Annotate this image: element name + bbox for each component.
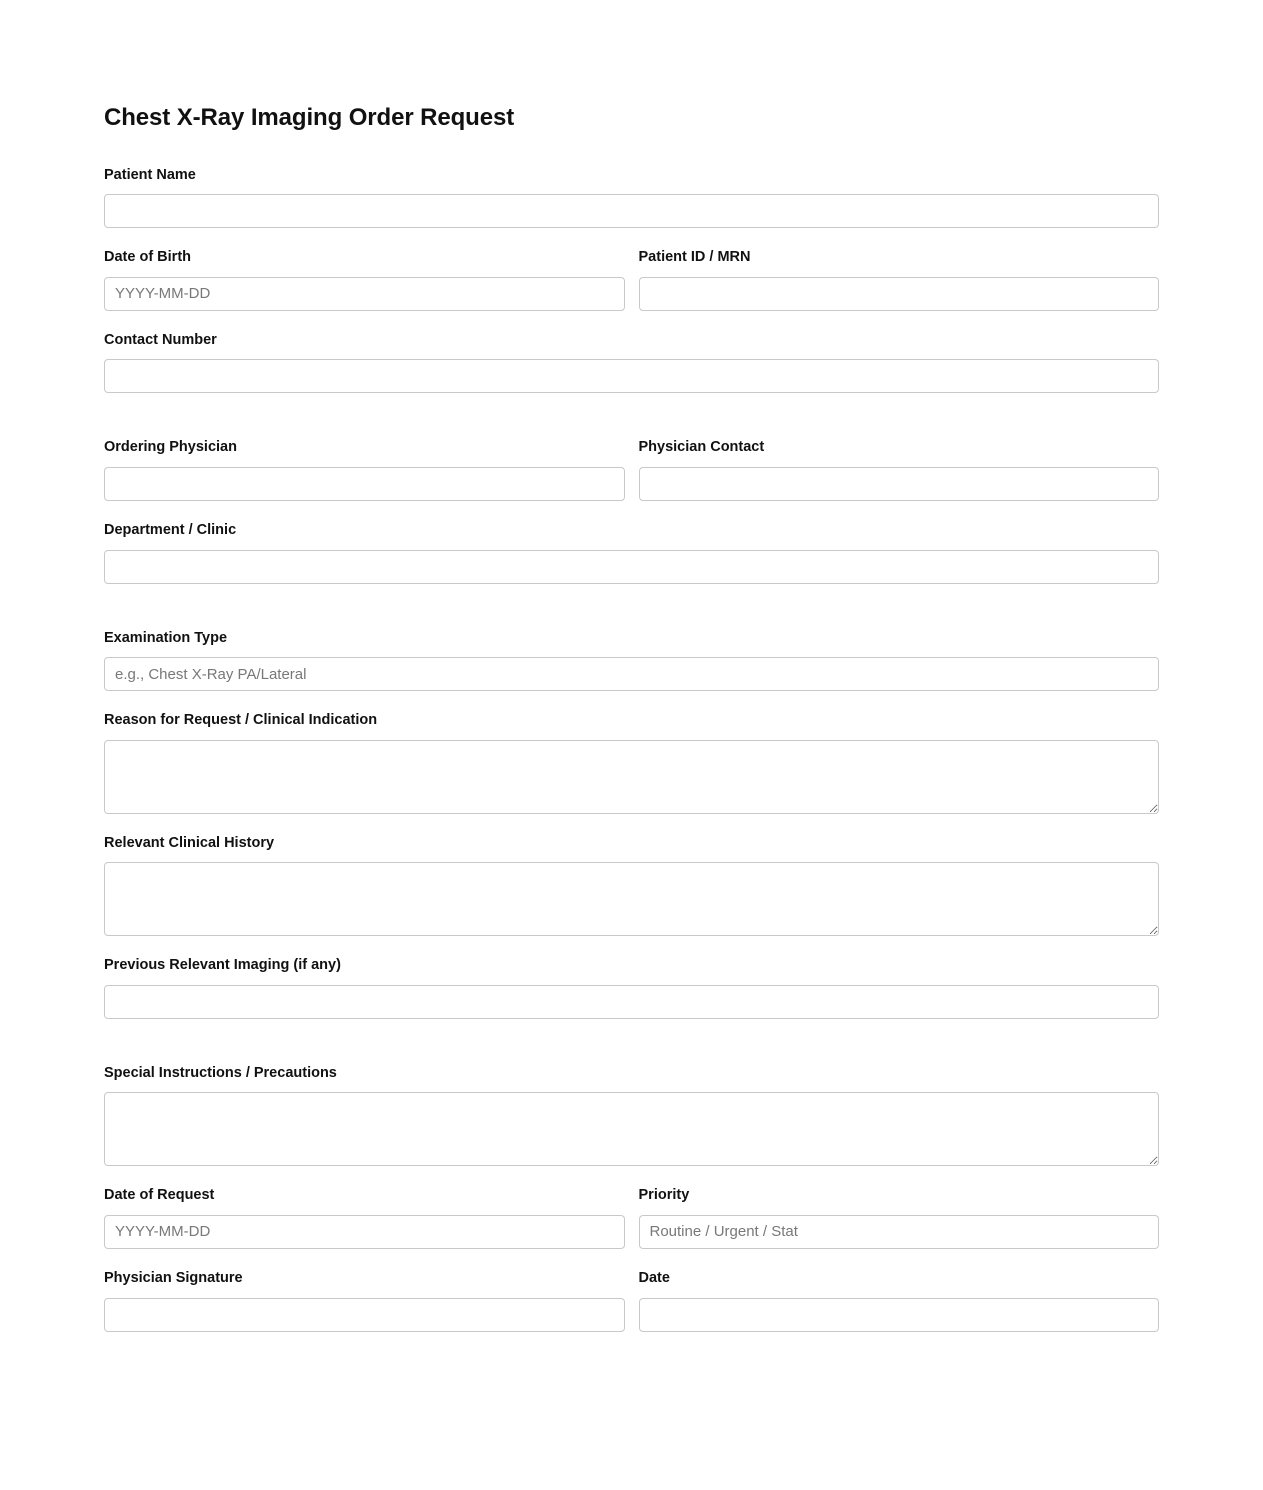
physician-contact-input[interactable] [639, 467, 1160, 501]
patient-id-input[interactable] [639, 277, 1160, 311]
department-label: Department / Clinic [104, 522, 237, 539]
field-group-patient-id [639, 248, 1160, 311]
priority-label: Priority [638, 1187, 690, 1204]
field-group-priority [639, 1186, 1160, 1249]
physician-contact-label: Physician Contact [638, 439, 765, 456]
field-group-signature-date [639, 1269, 1160, 1332]
field-group-physician-signature [104, 1269, 625, 1332]
field-group-contact-number [104, 331, 1159, 394]
reason-textarea[interactable] [104, 740, 1159, 814]
field-group-examination-type [104, 629, 1159, 692]
field-group-reason [104, 711, 1159, 814]
date-of-request-label: Date of Request [104, 1187, 215, 1204]
patient-name-label: Patient Name [104, 166, 196, 183]
field-group-department [104, 521, 1159, 584]
clinical-history-label: Relevant Clinical History [104, 834, 275, 851]
priority-input[interactable] [639, 1215, 1160, 1249]
imaging-order-form [104, 104, 1159, 1332]
patient-id-label: Patient ID / MRN [638, 249, 751, 266]
contact-number-input[interactable] [104, 359, 1159, 393]
ordering-physician-input[interactable] [104, 467, 625, 501]
field-row-signature [104, 1269, 1159, 1332]
field-group-special-instructions [104, 1064, 1159, 1167]
clinical-history-textarea[interactable] [104, 862, 1159, 936]
field-group-patient-name [104, 166, 1159, 229]
field-group-date-of-request [104, 1186, 625, 1249]
physician-signature-label: Physician Signature [104, 1269, 243, 1286]
ordering-physician-label: Ordering Physician [104, 439, 237, 456]
signature-date-label: Date [638, 1269, 670, 1286]
field-group-previous-imaging [104, 956, 1159, 1019]
date-of-birth-input[interactable] [104, 277, 625, 311]
patient-name-input[interactable] [104, 194, 1159, 228]
special-instructions-textarea[interactable] [104, 1092, 1159, 1166]
physician-signature-input[interactable] [104, 1298, 625, 1332]
previous-imaging-label: Previous Relevant Imaging (if any) [104, 957, 341, 974]
field-group-physician-contact [639, 438, 1160, 501]
field-group-clinical-history [104, 834, 1159, 937]
date-of-request-input[interactable] [104, 1215, 625, 1249]
examination-type-input[interactable] [104, 657, 1159, 691]
date-of-birth-label: Date of Birth [104, 249, 191, 266]
signature-date-input[interactable] [639, 1298, 1160, 1332]
reason-label: Reason for Request / Clinical Indication [104, 712, 378, 729]
page-title: Chest X-Ray Imaging Order Request [104, 104, 515, 131]
special-instructions-label: Special Instructions / Precautions [104, 1064, 337, 1081]
department-input[interactable] [104, 550, 1159, 584]
field-group-date-of-birth [104, 248, 625, 311]
field-row-date-priority [104, 1186, 1159, 1249]
field-group-ordering-physician [104, 438, 625, 501]
contact-number-label: Contact Number [104, 331, 217, 348]
examination-type-label: Examination Type [104, 629, 228, 646]
previous-imaging-input[interactable] [104, 985, 1159, 1019]
field-row-dob-patient-id [104, 248, 1159, 311]
field-row-physician [104, 438, 1159, 501]
